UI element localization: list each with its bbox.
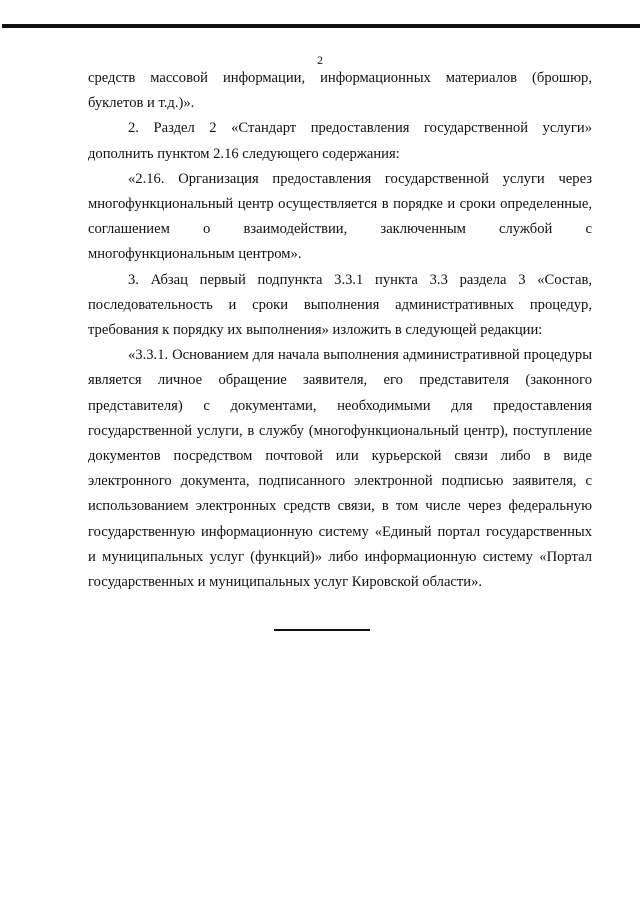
paragraph-clause-3-3-1: «3.3.1. Основанием для начала выполнения административной процедуры является личное обращение заявителя, его представителя (законного представителя) с документами, необходимыми для предоставления государственной услуги, в службу (многофункциональный центр), поступление документов посредством почтовой или курьерской связи либо в виде электронного документа, подписанного электронной подписью заявителя, с использованием электронных средств связи, в том числе через федеральную государственную информационную систему «Единый портал государственных и муниципальных услуг (функций)» либо информационную систему «Портал государственных и муниципальных услуг Кировской области». <box>88 347 592 591</box>
paragraph-clause-2-16: «2.16. Организация предоставления государственной услуги через многофункциональный центр осуществляется в порядке и сроки определенные, соглашением о взаимодействии, заключенным службой с многофункциональным центром». <box>88 170 592 263</box>
end-divider <box>274 629 370 631</box>
paragraph-item-3: 3. Абзац первый подпункта 3.3.1 пункта 3.3 раздела 3 «Состав, последовательность и сроки выполнения административных процедур, требования к порядку их выполнения» изложить в следующей редакции: <box>88 271 592 339</box>
paragraph-continuation: средств массовой информации, информационных материалов (брошюр, буклетов и т.д.)». <box>88 70 592 112</box>
top-rule <box>2 24 640 28</box>
document-body <box>88 66 592 595</box>
paragraph-item-2: 2. Раздел 2 «Стандарт предоставления государственной услуги» дополнить пунктом 2.16 следующего содержания: <box>88 120 592 162</box>
page-number: 2 <box>317 55 323 67</box>
